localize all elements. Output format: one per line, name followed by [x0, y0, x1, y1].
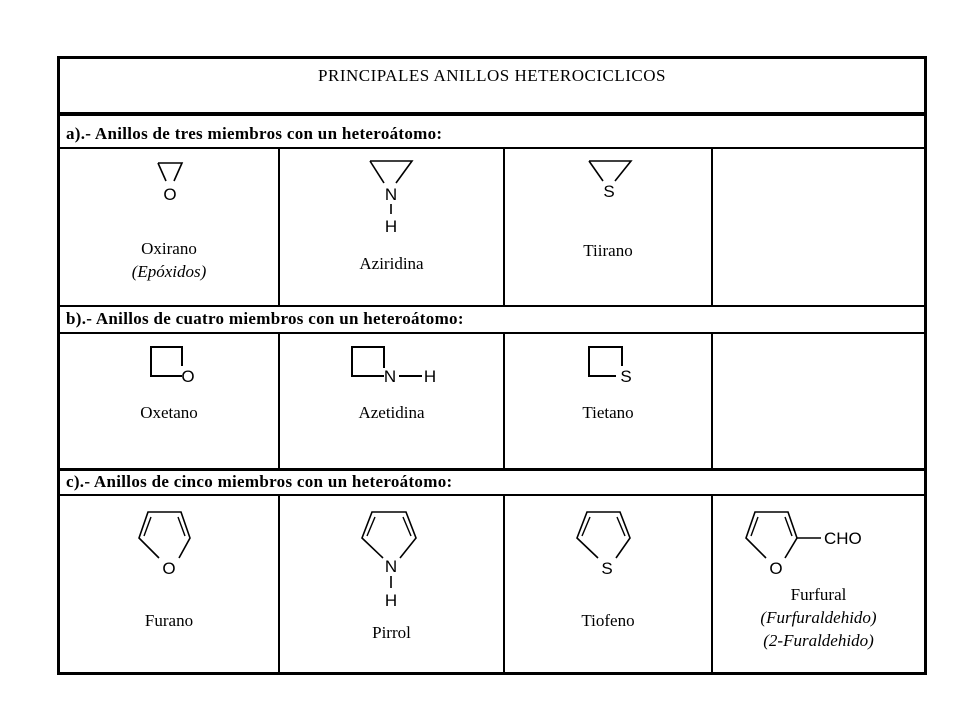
compound-name: Tiofeno [581, 611, 635, 630]
section-a-heading: a).- Anillos de tres miembros con un heteroátomo: [66, 124, 443, 143]
furfural-structure [713, 500, 924, 590]
oxirane-structure [60, 155, 278, 215]
section-b-heading: b).- Anillos de cuatro miembros con un heteroátomo: [66, 309, 464, 328]
sulfur-atom: S [603, 182, 615, 201]
oxygen-atom: O [163, 185, 177, 204]
furan-structure [60, 500, 278, 590]
compound-name: Tiirano [583, 241, 633, 260]
heterocycles-table [57, 56, 927, 675]
cell-tiofeno [505, 496, 711, 672]
oxygen-atom: O [181, 367, 195, 386]
oxygen-atom: O [162, 559, 176, 578]
cell-empty [713, 149, 924, 305]
hydrogen-atom: H [384, 591, 398, 610]
compound-name: Azetidina [358, 403, 425, 422]
compound-alt-name: (2-Furaldehido) [763, 631, 874, 650]
oxygen-atom: O [769, 559, 783, 578]
compound-alt-name: (Epóxidos) [131, 262, 207, 281]
cell-furfural [713, 496, 924, 672]
compound-name: Oxirano [141, 239, 197, 258]
compound-alt-name: (Furfuraldehido) [760, 608, 877, 627]
azetidine-structure [280, 340, 503, 400]
compound-name: Tietano [582, 403, 634, 422]
divider [60, 305, 924, 307]
sulfur-atom: S [601, 559, 613, 578]
pyrrole-structure [280, 500, 503, 620]
cell-tietano [505, 334, 711, 468]
thiophene-structure [505, 500, 711, 590]
divider [60, 112, 924, 116]
compound-name: Furano [144, 611, 194, 630]
compound-name: Pirrol [372, 623, 411, 642]
hydrogen-atom: H [423, 367, 437, 386]
cell-oxirano [60, 149, 278, 305]
nitrogen-atom: N [384, 185, 398, 204]
compound-name: Furfural [790, 585, 847, 604]
cell-aziridina [280, 149, 503, 305]
compound-name: Oxetano [140, 403, 198, 422]
table-title: PRINCIPALES ANILLOS HETEROCICLICOS [318, 66, 666, 85]
hydrogen-atom: H [384, 217, 398, 236]
aziridine-structure [280, 153, 503, 243]
section-c-heading: c).- Anillos de cinco miembros con un heteroátomo: [66, 472, 453, 491]
cell-empty [713, 334, 924, 468]
compound-name: Aziridina [359, 254, 424, 273]
oxetane-structure [60, 340, 278, 400]
cell-tiirano [505, 149, 711, 305]
cell-oxetano [60, 334, 278, 468]
cell-furano [60, 496, 278, 672]
nitrogen-atom: N [383, 367, 397, 386]
cell-pirrol [280, 496, 503, 672]
aldehyde-group: CHO [824, 529, 862, 548]
nitrogen-atom: N [384, 557, 398, 576]
sulfur-atom: S [620, 367, 632, 386]
thiirane-structure [505, 153, 711, 213]
thietane-structure [505, 340, 711, 400]
cell-azetidina [280, 334, 503, 468]
